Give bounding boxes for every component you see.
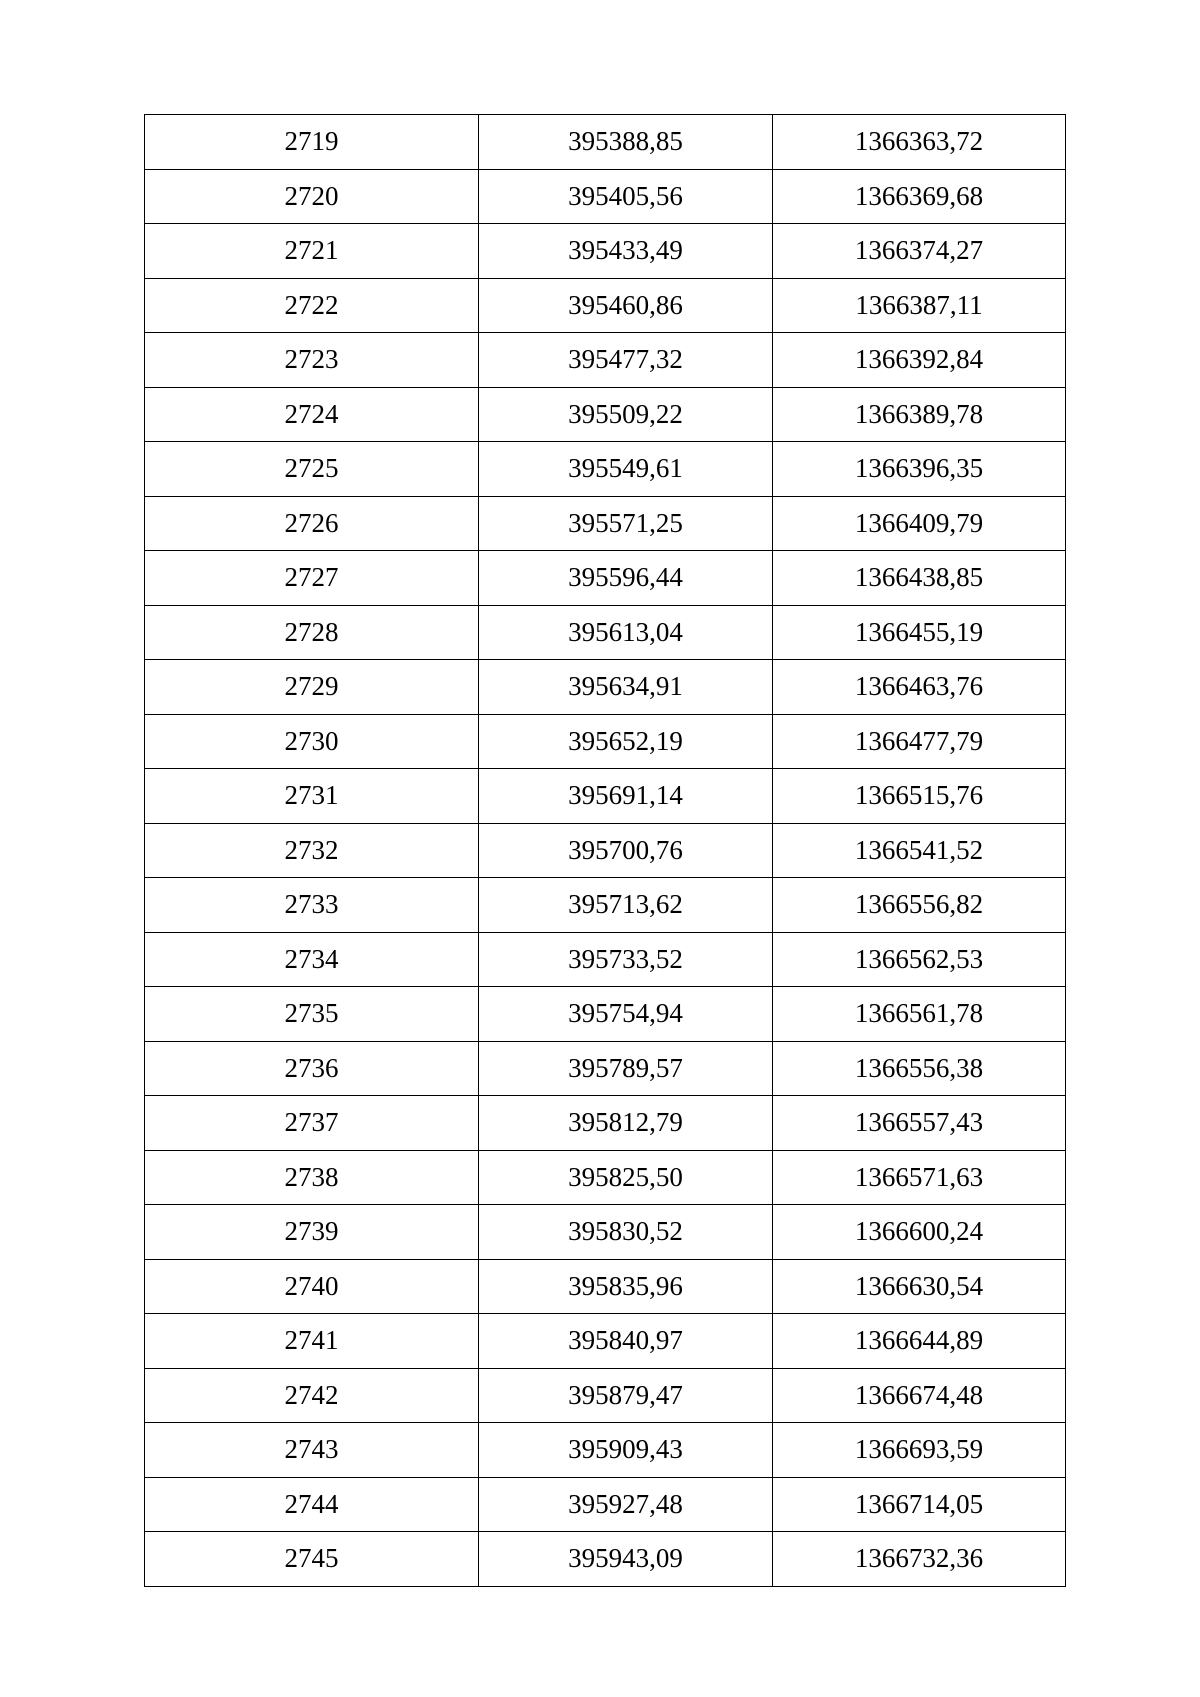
table-row <box>145 278 1066 333</box>
point-number-cell: 2738 <box>145 1150 479 1205</box>
x-coordinate-cell: 395812,79 <box>479 1096 773 1151</box>
table-row <box>145 605 1066 660</box>
point-number-cell: 2732 <box>145 823 479 878</box>
x-coordinate-cell: 395652,19 <box>479 714 773 769</box>
point-number-cell: 2724 <box>145 387 479 442</box>
point-number-cell: 2744 <box>145 1477 479 1532</box>
table-row <box>145 660 1066 715</box>
point-number-cell: 2740 <box>145 1259 479 1314</box>
table-row <box>145 1205 1066 1260</box>
y-coordinate-cell: 1366389,78 <box>773 387 1066 442</box>
y-coordinate-cell: 1366369,68 <box>773 169 1066 224</box>
table-row <box>145 333 1066 388</box>
x-coordinate-cell: 395943,09 <box>479 1532 773 1587</box>
x-coordinate-cell: 395830,52 <box>479 1205 773 1260</box>
y-coordinate-cell: 1366693,59 <box>773 1423 1066 1478</box>
x-coordinate-cell: 395509,22 <box>479 387 773 442</box>
y-coordinate-cell: 1366561,78 <box>773 987 1066 1042</box>
x-coordinate-cell: 395405,56 <box>479 169 773 224</box>
table-row <box>145 1259 1066 1314</box>
table-row <box>145 987 1066 1042</box>
table-row <box>145 551 1066 606</box>
point-number-cell: 2742 <box>145 1368 479 1423</box>
point-number-cell: 2745 <box>145 1532 479 1587</box>
point-number-cell: 2727 <box>145 551 479 606</box>
x-coordinate-cell: 395634,91 <box>479 660 773 715</box>
y-coordinate-cell: 1366396,35 <box>773 442 1066 497</box>
table-row <box>145 442 1066 497</box>
table-row <box>145 387 1066 442</box>
x-coordinate-cell: 395927,48 <box>479 1477 773 1532</box>
x-coordinate-cell: 395733,52 <box>479 932 773 987</box>
x-coordinate-cell: 395825,50 <box>479 1150 773 1205</box>
y-coordinate-cell: 1366556,82 <box>773 878 1066 933</box>
y-coordinate-cell: 1366374,27 <box>773 224 1066 279</box>
y-coordinate-cell: 1366732,36 <box>773 1532 1066 1587</box>
x-coordinate-cell: 395433,49 <box>479 224 773 279</box>
x-coordinate-cell: 395754,94 <box>479 987 773 1042</box>
x-coordinate-cell: 395596,44 <box>479 551 773 606</box>
point-number-cell: 2725 <box>145 442 479 497</box>
y-coordinate-cell: 1366562,53 <box>773 932 1066 987</box>
x-coordinate-cell: 395460,86 <box>479 278 773 333</box>
coordinates-table <box>144 114 1066 1587</box>
point-number-cell: 2731 <box>145 769 479 824</box>
y-coordinate-cell: 1366630,54 <box>773 1259 1066 1314</box>
y-coordinate-cell: 1366515,76 <box>773 769 1066 824</box>
x-coordinate-cell: 395789,57 <box>479 1041 773 1096</box>
point-number-cell: 2721 <box>145 224 479 279</box>
table-row <box>145 1096 1066 1151</box>
table-row <box>145 714 1066 769</box>
point-number-cell: 2719 <box>145 115 479 170</box>
table-row <box>145 932 1066 987</box>
point-number-cell: 2720 <box>145 169 479 224</box>
y-coordinate-cell: 1366714,05 <box>773 1477 1066 1532</box>
table-row <box>145 1314 1066 1369</box>
x-coordinate-cell: 395909,43 <box>479 1423 773 1478</box>
y-coordinate-cell: 1366644,89 <box>773 1314 1066 1369</box>
x-coordinate-cell: 395840,97 <box>479 1314 773 1369</box>
point-number-cell: 2741 <box>145 1314 479 1369</box>
point-number-cell: 2722 <box>145 278 479 333</box>
y-coordinate-cell: 1366392,84 <box>773 333 1066 388</box>
table-row <box>145 878 1066 933</box>
point-number-cell: 2736 <box>145 1041 479 1096</box>
table-row <box>145 1532 1066 1587</box>
x-coordinate-cell: 395713,62 <box>479 878 773 933</box>
y-coordinate-cell: 1366541,52 <box>773 823 1066 878</box>
x-coordinate-cell: 395477,32 <box>479 333 773 388</box>
y-coordinate-cell: 1366571,63 <box>773 1150 1066 1205</box>
y-coordinate-cell: 1366463,76 <box>773 660 1066 715</box>
y-coordinate-cell: 1366438,85 <box>773 551 1066 606</box>
point-number-cell: 2739 <box>145 1205 479 1260</box>
y-coordinate-cell: 1366477,79 <box>773 714 1066 769</box>
table-row <box>145 496 1066 551</box>
point-number-cell: 2726 <box>145 496 479 551</box>
table-row <box>145 1368 1066 1423</box>
point-number-cell: 2730 <box>145 714 479 769</box>
x-coordinate-cell: 395549,61 <box>479 442 773 497</box>
table-row <box>145 1150 1066 1205</box>
y-coordinate-cell: 1366409,79 <box>773 496 1066 551</box>
x-coordinate-cell: 395388,85 <box>479 115 773 170</box>
x-coordinate-cell: 395879,47 <box>479 1368 773 1423</box>
point-number-cell: 2723 <box>145 333 479 388</box>
point-number-cell: 2743 <box>145 1423 479 1478</box>
point-number-cell: 2728 <box>145 605 479 660</box>
y-coordinate-cell: 1366556,38 <box>773 1041 1066 1096</box>
coordinates-table-body <box>145 115 1066 1587</box>
table-row <box>145 1423 1066 1478</box>
table-row <box>145 1041 1066 1096</box>
x-coordinate-cell: 395700,76 <box>479 823 773 878</box>
point-number-cell: 2729 <box>145 660 479 715</box>
y-coordinate-cell: 1366557,43 <box>773 1096 1066 1151</box>
point-number-cell: 2735 <box>145 987 479 1042</box>
x-coordinate-cell: 395835,96 <box>479 1259 773 1314</box>
y-coordinate-cell: 1366600,24 <box>773 1205 1066 1260</box>
table-row <box>145 169 1066 224</box>
point-number-cell: 2733 <box>145 878 479 933</box>
point-number-cell: 2737 <box>145 1096 479 1151</box>
point-number-cell: 2734 <box>145 932 479 987</box>
table-row <box>145 115 1066 170</box>
y-coordinate-cell: 1366363,72 <box>773 115 1066 170</box>
x-coordinate-cell: 395571,25 <box>479 496 773 551</box>
y-coordinate-cell: 1366455,19 <box>773 605 1066 660</box>
y-coordinate-cell: 1366674,48 <box>773 1368 1066 1423</box>
x-coordinate-cell: 395613,04 <box>479 605 773 660</box>
table-row <box>145 224 1066 279</box>
x-coordinate-cell: 395691,14 <box>479 769 773 824</box>
table-row <box>145 1477 1066 1532</box>
table-row <box>145 823 1066 878</box>
y-coordinate-cell: 1366387,11 <box>773 278 1066 333</box>
table-row <box>145 769 1066 824</box>
